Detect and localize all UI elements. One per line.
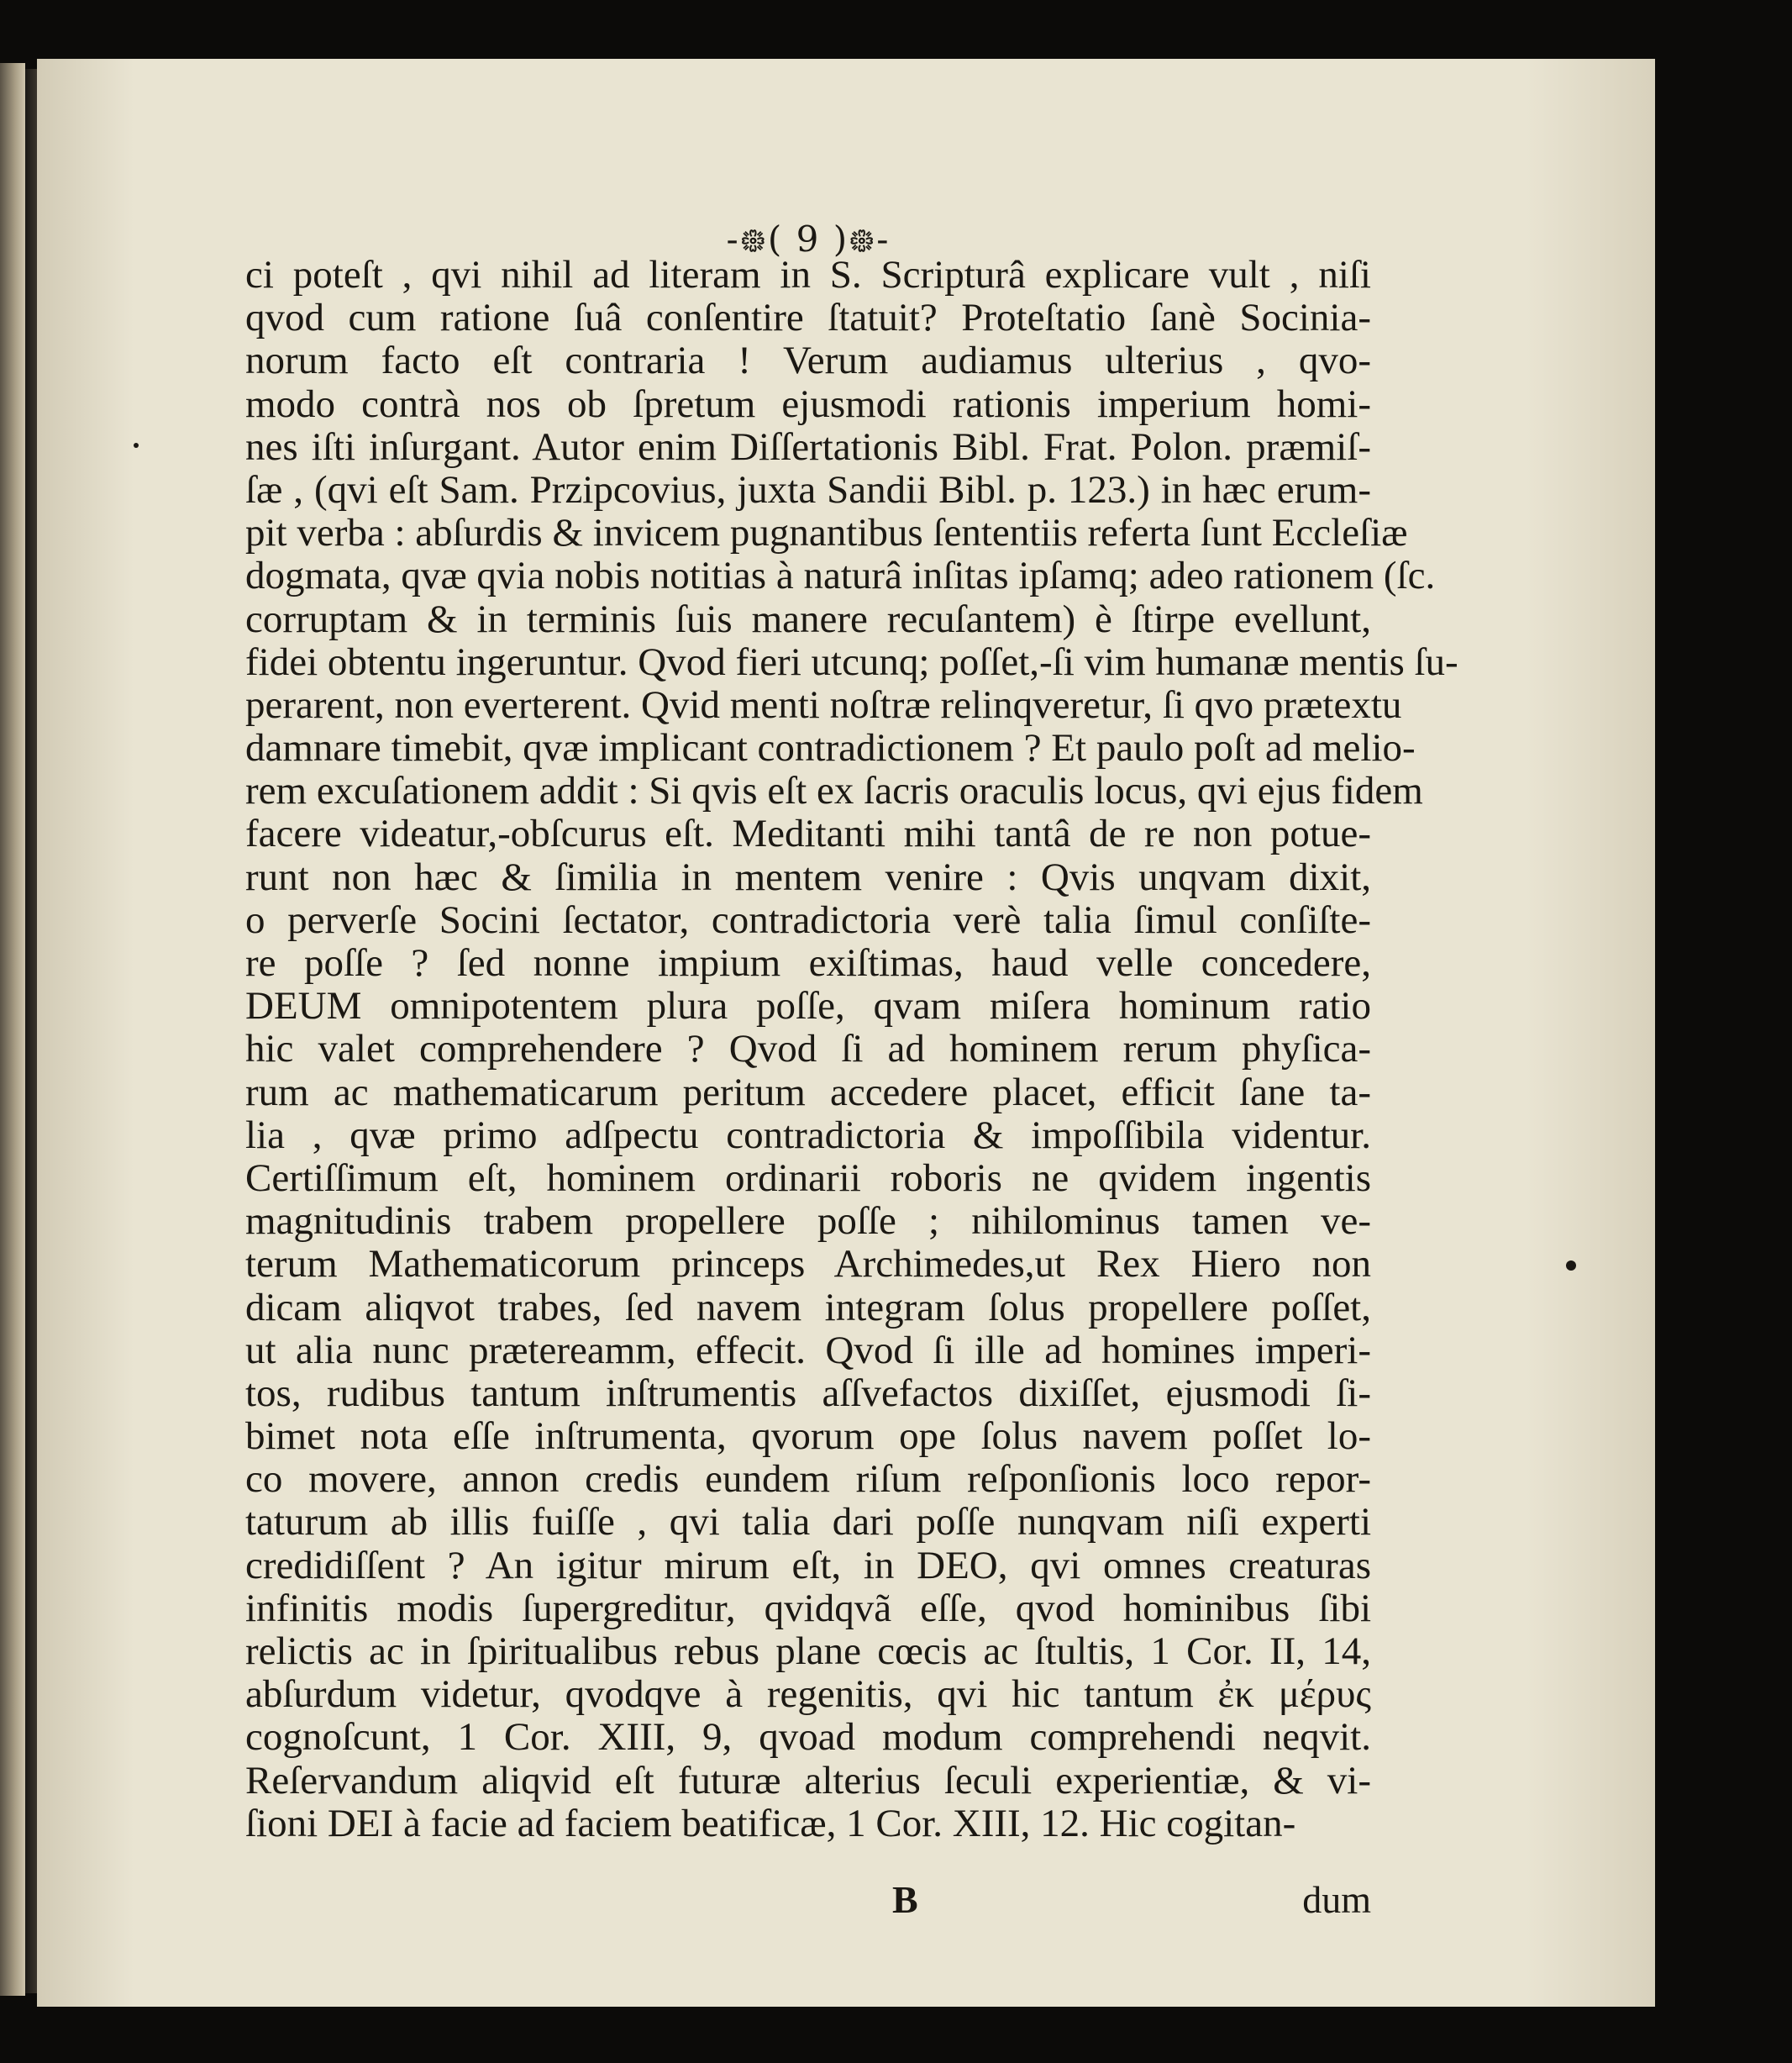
text-line: magnitudinis trabem propellere poſſe ; nihilominus tamen ve- xyxy=(245,1199,1371,1244)
text-line: perarent, non everterent. Qvid menti noſtræ relinqveretur, ſi qvo prætextu xyxy=(245,682,1402,727)
signature-mark: B xyxy=(892,1878,918,1921)
text-line: nes iſti inſurgant. Autor enim Diſſertationis Bibl. Frat. Polon. præmiſ- xyxy=(245,424,1371,469)
text-line: dogmata, qvæ qvia nobis notitias à naturâ inſitas ipſamq; adeo rationem (ſc. xyxy=(245,554,1436,598)
margin-speck xyxy=(134,443,139,448)
text-line: Reſervandum aliqvid eſt futuræ alterius ſeculi experientiæ, & vi- xyxy=(245,1758,1371,1802)
book-page xyxy=(37,59,1655,2007)
text-line: ſioni DEI à facie ad faciem beatificæ, 1 Cor. XIII, 12. Hic cogitan- xyxy=(245,1801,1296,1845)
text-line: cognoſcunt, 1 Cor. XIII, 9, qvoad modum comprehendi neqvit. xyxy=(245,1715,1371,1760)
text-line: lia , qvæ primo adſpectu contradictoria & impoſſibila videntur. xyxy=(245,1113,1371,1157)
text-line: norum facto eſt contraria ! Verum audiamus ulterius , qvo- xyxy=(245,339,1371,383)
text-line: damnare timebit, qvæ implicant contradictionem ? Et paulo poſt ad melio- xyxy=(245,726,1416,771)
text-line: terum Mathematicorum princeps Archimedes,ut Rex Hiero non xyxy=(245,1242,1371,1287)
text-line: rum ac mathematicarum peritum accedere placet, efficit ſane ta- xyxy=(245,1070,1371,1114)
text-line: fidei obtentu ingeruntur. Qvod fieri utcunq; poſſet,-ſi vim humanæ mentis ſu- xyxy=(245,639,1458,684)
text-line: runt non hæc & ſimilia in mentem venire : Qvis unqvam dixit, xyxy=(245,855,1371,899)
text-line: rem excuſationem addit : Si qvis eſt ex ſacris oraculis locus, qvi ejus fidem xyxy=(245,769,1423,813)
text-line: co movere, annon credis eundem riſum reſponſionis loco repor- xyxy=(245,1457,1371,1502)
page-footer xyxy=(245,1877,1371,1919)
text-line: taturum ab illis fuiſſe , qvi talia dari poſſe nunqvam niſi experti xyxy=(245,1500,1371,1545)
text-line: relictis ac in ſpiritualibus rebus plane cœcis ac ſtultis, 1 Cor. II, 14, xyxy=(245,1629,1371,1673)
facing-page-edge xyxy=(0,63,25,1996)
text-line: bimet nota eſſe inſtrumenta, qvorum ope ſolus navem poſſet lo- xyxy=(245,1414,1371,1459)
text-line: pit verba : abſurdis & invicem pugnantibus ſententiis referta ſunt Eccleſiæ xyxy=(245,511,1408,555)
catchword: dum xyxy=(1302,1878,1371,1921)
text-line: abſurdum videtur, qvodqve à regenitis, qvi hic tantum ἐκ μέρυς xyxy=(245,1672,1371,1717)
page-number: -᪥( 9 )᪥- xyxy=(726,218,891,260)
text-line: credidiſſent ? An igitur mirum eſt, in DEO, qvi omnes creaturas xyxy=(245,1543,1371,1587)
text-line: modo contrà nos ob ſpretum ejusmodi rationis imperium homi- xyxy=(245,382,1371,426)
text-line: dicam aliqvot trabes, ſed navem integram ſolus propellere poſſet, xyxy=(245,1285,1371,1329)
book-gutter xyxy=(25,69,37,1993)
text-line: ut alia nunc prætereamm, effecit. Qvod ſi ille ad homines imperi- xyxy=(245,1328,1371,1372)
text-line: Certiſſimum eſt, hominem ordinarii roboris ne qvidem ingentis xyxy=(245,1155,1371,1200)
text-line: corruptam & in terminis ſuis manere recuſantem) è ſtirpe evellunt, xyxy=(245,597,1371,641)
text-line: qvod cum ratione ſuâ conſentire ſtatuit? Proteſtatio ſanè Sociniа- xyxy=(245,296,1371,340)
text-line: tos, rudibus tantum inſtrumentis aſſvefactos dixiſſet, ejusmodi ſi- xyxy=(245,1371,1371,1415)
text-line: o perverſe Socini ſectator, contradictoria verè talia ſimul conſiſte- xyxy=(245,897,1371,942)
body-text xyxy=(245,253,1458,1845)
text-line: hic valet comprehendere ? Qvod ſi ad hominem rerum phyſica- xyxy=(245,1027,1371,1071)
margin-speck xyxy=(1566,1260,1576,1271)
text-line: facere videatur,-obſcurus eſt. Meditanti mihi tantâ de re non potue- xyxy=(245,812,1371,856)
text-line: ſæ , (qvi eſt Sam. Przipcovius, juxta Sandii Bibl. p. 123.) in hæc erum- xyxy=(245,467,1371,512)
text-line: infinitis modis ſupergreditur, qvidqvã eſſe, qvod hominibus ſibi xyxy=(245,1586,1371,1630)
text-line: re poſſe ? ſed nonne impium exiſtimas, haud velle concedere, xyxy=(245,941,1371,985)
text-line: DEUM omnipotentem plura poſſe, qvam miſera hominum ratio xyxy=(245,984,1371,1029)
text-line: ci poteſt , qvi nihil ad literam in S. Scripturâ explicare vult , niſi xyxy=(245,253,1371,297)
